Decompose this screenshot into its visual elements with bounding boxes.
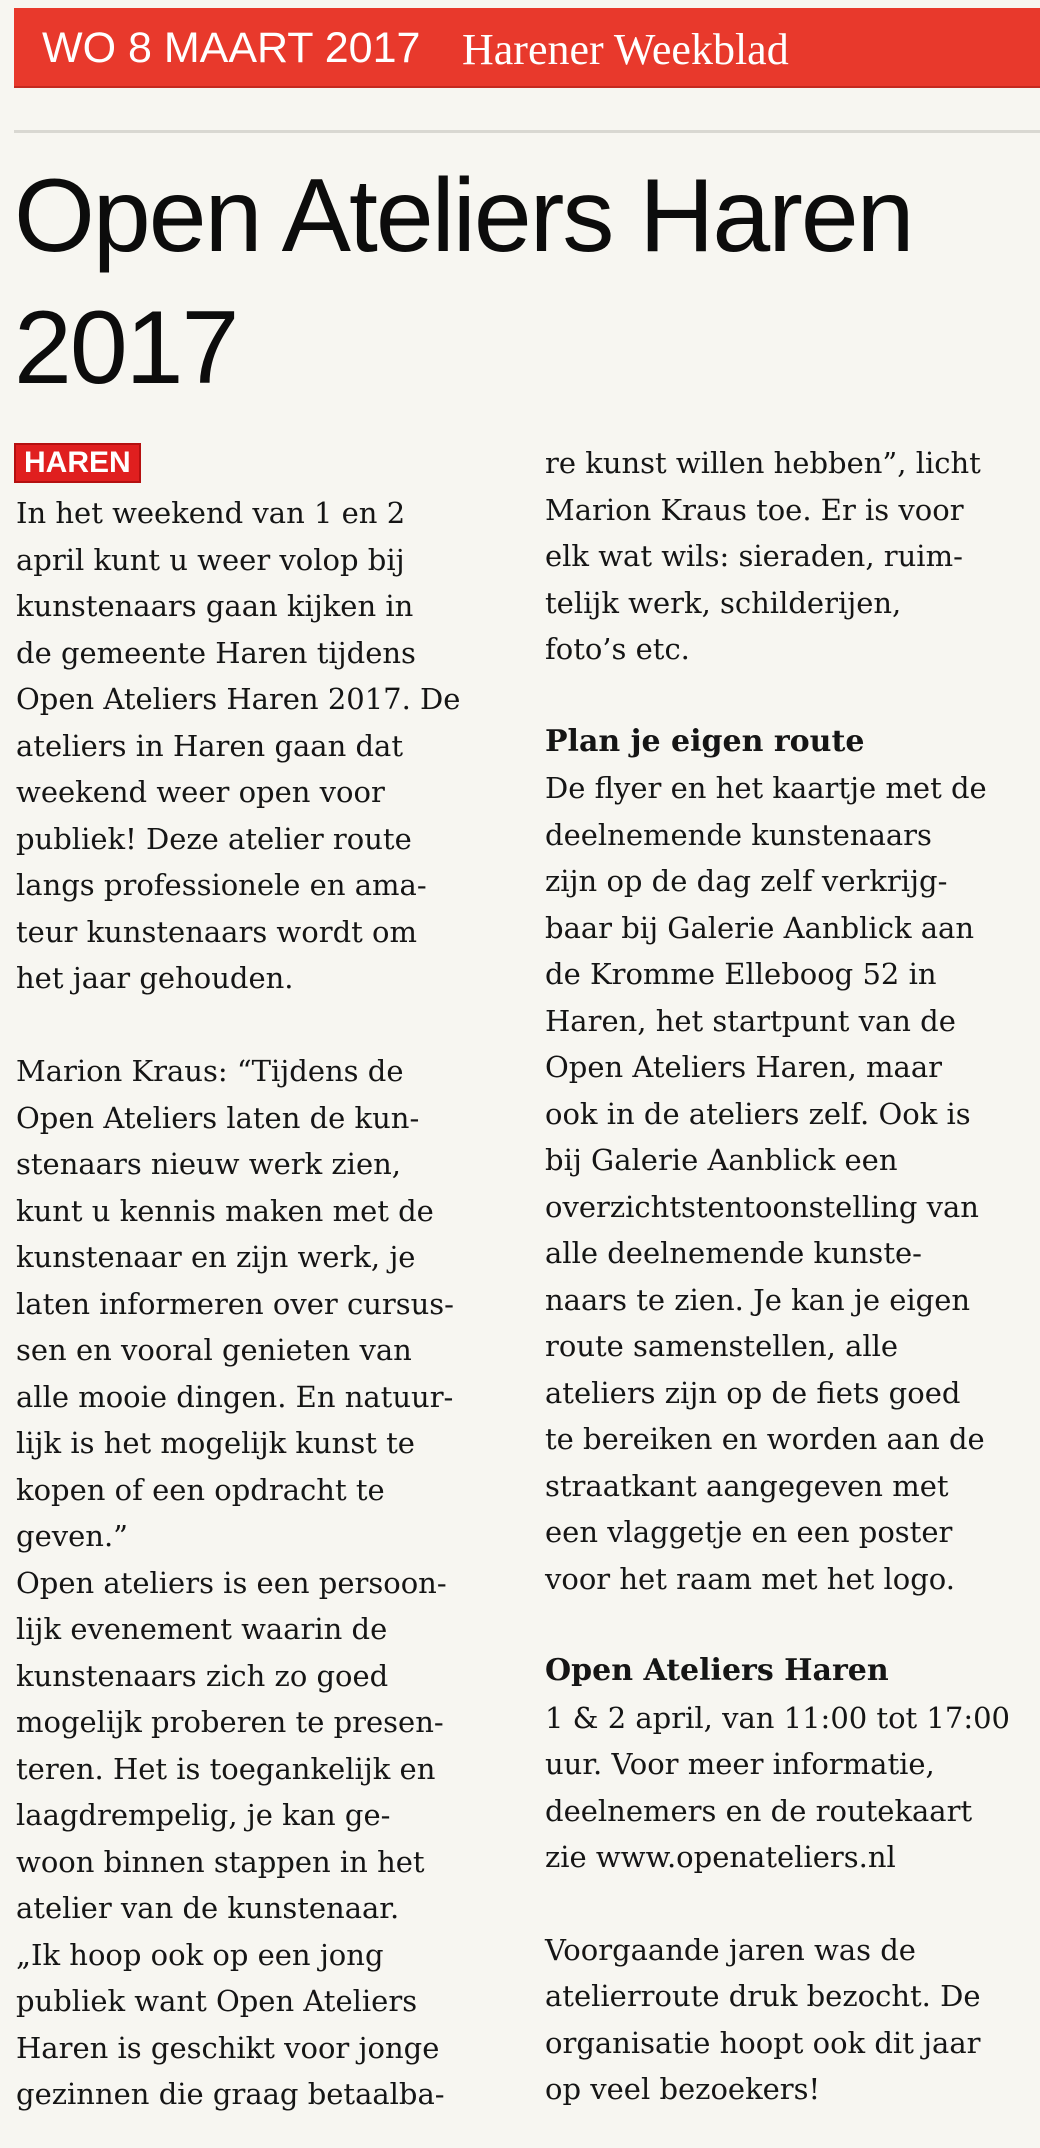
text-line: In het weekend van 1 en 2: [16, 496, 406, 530]
paragraph-gap: [545, 673, 1040, 719]
text-line: langs professionele en ama-: [16, 868, 427, 902]
text-line: publiek! Deze atelier route: [16, 821, 412, 856]
text-line: re kunst willen hebben”, licht: [545, 446, 981, 480]
text-line: laagdrempelig, je kan ge-: [16, 1798, 391, 1832]
text-line: te bereiken en worden aan de: [545, 1422, 985, 1456]
left-column: [16, 490, 516, 2118]
header-bar: [14, 8, 1040, 88]
text-line: telijk werk, schilderijen,: [545, 585, 902, 620]
text-line: atelierroute druk bezocht. De: [545, 1979, 981, 2013]
text-line: alle mooie dingen. En natuur-: [16, 1379, 454, 1414]
text-line: straatkant aangegeven met: [545, 1468, 949, 1503]
text-line: ateliers in Haren gaan dat: [16, 728, 403, 763]
text-line: [16, 1002, 516, 1049]
right-column-route: [545, 765, 1040, 1602]
text-line: bij Galerie Aanblick een: [545, 1143, 898, 1177]
text-line: april kunt u weer volop bij: [16, 542, 405, 577]
article-title-line-2: 2017: [14, 290, 238, 406]
text-line: Open Ateliers laten de kun-: [16, 1100, 420, 1135]
text-line: publiek want Open Ateliers: [16, 1984, 418, 2018]
text-line: weekend weer open voor: [16, 775, 385, 809]
text-line: het jaar gehouden.: [16, 961, 294, 995]
right-column-intro: [545, 440, 1040, 673]
text-line: teren. Het is toegankelijk en: [16, 1751, 436, 1786]
text-line: de Kromme Elleboog 52 in: [545, 957, 937, 991]
text-line: deelnemende kunstenaars: [545, 817, 932, 852]
text-line: foto’s etc.: [545, 632, 690, 666]
text-line: deelnemers en de routekaart: [545, 1793, 973, 1828]
newspaper-name: Harener Weekblad: [462, 25, 789, 74]
text-line: lijk is het mogelijk kunst te: [16, 1426, 415, 1460]
text-line: atelier van de kunstenaar.: [16, 1891, 400, 1925]
header-divider: [14, 130, 1040, 133]
text-line: De flyer en het kaartje met de: [545, 771, 987, 805]
text-line: lijk evenement waarin de: [16, 1612, 388, 1646]
text-line: kunstenaar en zijn werk, je: [16, 1240, 416, 1274]
right-column: [545, 440, 1040, 2113]
text-line: zijn op de dag zelf verkrijg-: [545, 864, 948, 898]
text-line: baar bij Galerie Aanblick aan: [545, 910, 974, 945]
text-line: voor het raam met het logo.: [545, 1561, 955, 1596]
text-line: teur kunstenaars wordt om: [16, 914, 417, 949]
right-column-info: [545, 1695, 1040, 1881]
text-line: route samenstellen, alle: [545, 1329, 899, 1363]
text-line: gezinnen die graag betaalba-: [16, 2077, 445, 2111]
paragraph-gap: [545, 1602, 1040, 1648]
text-line: overzichtstentoonstelling van: [545, 1189, 979, 1224]
text-line: organisatie hoopt ook dit jaar: [545, 2025, 981, 2060]
text-line: Marion Kraus: “Tijdens de: [16, 1054, 404, 1088]
text-line: ateliers zijn op de fiets goed: [545, 1375, 961, 1410]
text-line: Voorgaande jaren was de: [545, 1932, 916, 1967]
text-line: kunstenaars zich zo goed: [16, 1658, 389, 1693]
text-line: Open ateliers is een persoon-: [16, 1565, 447, 1600]
right-column-closing: [545, 1927, 1040, 2113]
text-line: Haren, het startpunt van de: [545, 1003, 956, 1038]
text-line: Marion Kraus toe. Er is voor: [545, 492, 964, 527]
text-line: Open Ateliers Haren, maar: [545, 1050, 942, 1084]
article-title: [14, 150, 1014, 414]
issue-date: WO 8 MAART 2017: [42, 24, 421, 72]
place-tag: HAREN: [14, 443, 141, 483]
subhead-info: Open Ateliers Haren: [545, 1653, 889, 1688]
text-line: kunstenaars gaan kijken in: [16, 589, 414, 623]
text-line: geven.”: [16, 1519, 128, 1553]
article-title-line-1: Open Ateliers Haren: [14, 158, 913, 274]
text-line: woon binnen stappen in het: [16, 1844, 425, 1879]
text-line: op veel bezoekers!: [545, 2072, 821, 2106]
text-line: kopen of een opdracht te: [16, 1472, 385, 1507]
subhead-route: Plan je eigen route: [545, 723, 865, 759]
text-line: 1 & 2 april, van 11:00 tot 17:00: [545, 1700, 1010, 1735]
text-line: Haren is geschikt voor jonge: [16, 2030, 440, 2065]
text-line: sen en vooral genieten van: [16, 1333, 412, 1367]
text-line: de gemeente Haren tijdens: [16, 635, 416, 670]
paragraph-gap: [545, 1881, 1040, 1927]
text-line: naars te zien. Je kan je eigen: [545, 1282, 971, 1317]
text-line: kunt u kennis maken met de: [16, 1193, 434, 1228]
text-line: „Ik hoop ook op een jong: [16, 1937, 384, 1972]
text-line: stenaars nieuw werk zien,: [16, 1147, 402, 1181]
text-line: zie www.openateliers.nl: [545, 1840, 896, 1874]
text-line: Open Ateliers Haren 2017. De: [16, 682, 461, 716]
text-line: laten informeren over cursus-: [16, 1286, 454, 1321]
text-line: een vlaggetje en een poster: [545, 1515, 953, 1549]
text-line: elk wat wils: sieraden, ruim-: [545, 539, 963, 573]
text-line: uur. Voor meer informatie,: [545, 1747, 935, 1781]
text-line: alle deelnemende kunste-: [545, 1236, 922, 1270]
text-line: ook in de ateliers zelf. Ook is: [545, 1096, 971, 1131]
text-line: mogelijk proberen te presen-: [16, 1705, 444, 1739]
